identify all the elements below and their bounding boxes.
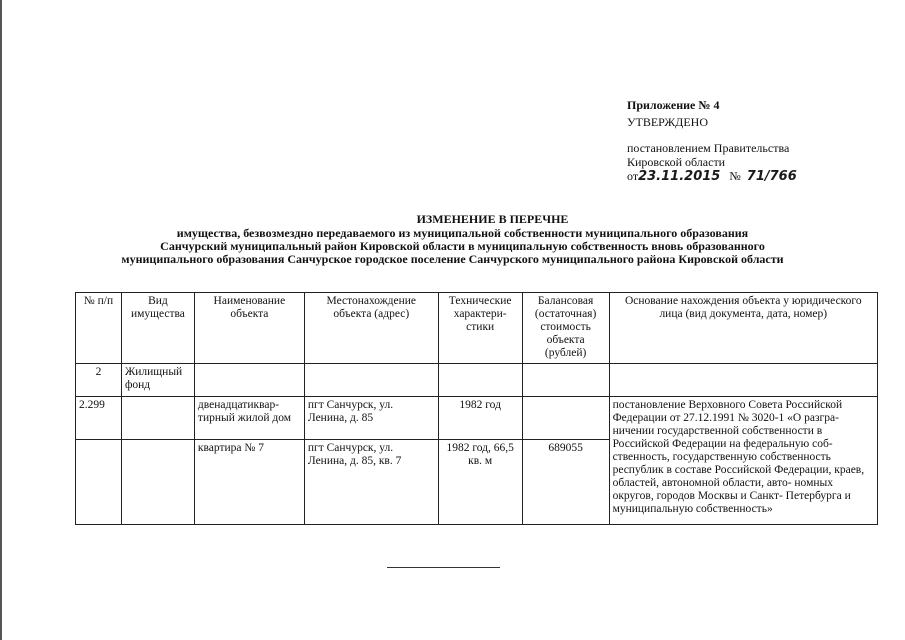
title-line-2: Санчурский муниципальный район Кировской области в муниципальную собственность вновь образованного — [160, 239, 765, 253]
decree-date: 23.11.2015 — [638, 169, 721, 184]
section-num: 2 — [76, 364, 122, 397]
row-num: 2.299 — [76, 397, 122, 440]
section-type: Жилищный фонд — [121, 364, 194, 397]
decree-line-1: постановлением Правительства — [627, 141, 790, 155]
title-line-3: муниципального образования Санчурское городское поселение Санчурского муниципального района Кировской области — [121, 252, 784, 266]
header-balance: Балансовая (остаточная) стоимость объекта (рублей) — [522, 293, 609, 364]
row-balance: 689055 — [522, 440, 609, 525]
title-line-1: имущества, безвозмездно передаваемого из муниципальной собственности муниципального образования — [176, 226, 749, 240]
header-address: Местонахождение объекта (адрес) — [304, 293, 438, 364]
row-basis: постановление Верховного Совета Российской Федерации от 27.12.1991 № 3020-1 «О разгра- ничении государственной собственности в Российской Федерации на федеральную соб- ственность, государственную собственность республик в составе Российской Федерации, краев, областей, автономной области, авто- номных округов, городов Москвы и Санкт- Петербурга и муниципальную собственность» — [609, 397, 877, 525]
row-tech: 1982 год — [438, 397, 522, 440]
row-balance — [522, 397, 609, 440]
row-type — [121, 440, 194, 525]
section-row — [76, 364, 878, 397]
table-row — [76, 397, 878, 440]
row-num — [76, 440, 122, 525]
header-num: № п/п — [76, 293, 122, 364]
table-header-row — [76, 293, 878, 364]
row-name: двенадцатиквар- тирный жилой дом — [194, 397, 304, 440]
date-prefix: от — [627, 169, 639, 183]
document-title: ИЗМЕНЕНИЕ В ПЕРЕЧНЕ — [416, 212, 569, 226]
signature-line — [387, 567, 500, 568]
header-tech: Технические характери- стики — [438, 293, 522, 364]
row-address: пгт Санчурск, ул. Ленина, д. 85 — [304, 397, 438, 440]
decree-date-number — [627, 169, 797, 184]
decree-line-2: Кировской области — [627, 155, 726, 169]
approved-stamp-text: УТВЕРЖДЕНО — [627, 115, 709, 129]
decree-number: 71/766 — [746, 169, 797, 184]
row-type — [121, 397, 194, 440]
header-basis: Основание нахождения объекта у юридического лица (вид документа, дата, номер) — [609, 293, 877, 364]
number-prefix: № — [729, 169, 741, 183]
row-tech: 1982 год, 66,5 кв. м — [438, 440, 522, 525]
page-left-edge — [0, 0, 2, 640]
header-type: Вид имущества — [121, 293, 194, 364]
property-table — [75, 292, 878, 525]
header-name: Наименование объекта — [194, 293, 304, 364]
annex-label: Приложение № 4 — [627, 98, 720, 112]
row-address: пгт Санчурск, ул. Ленина, д. 85, кв. 7 — [304, 440, 438, 525]
row-name: квартира № 7 — [194, 440, 304, 525]
